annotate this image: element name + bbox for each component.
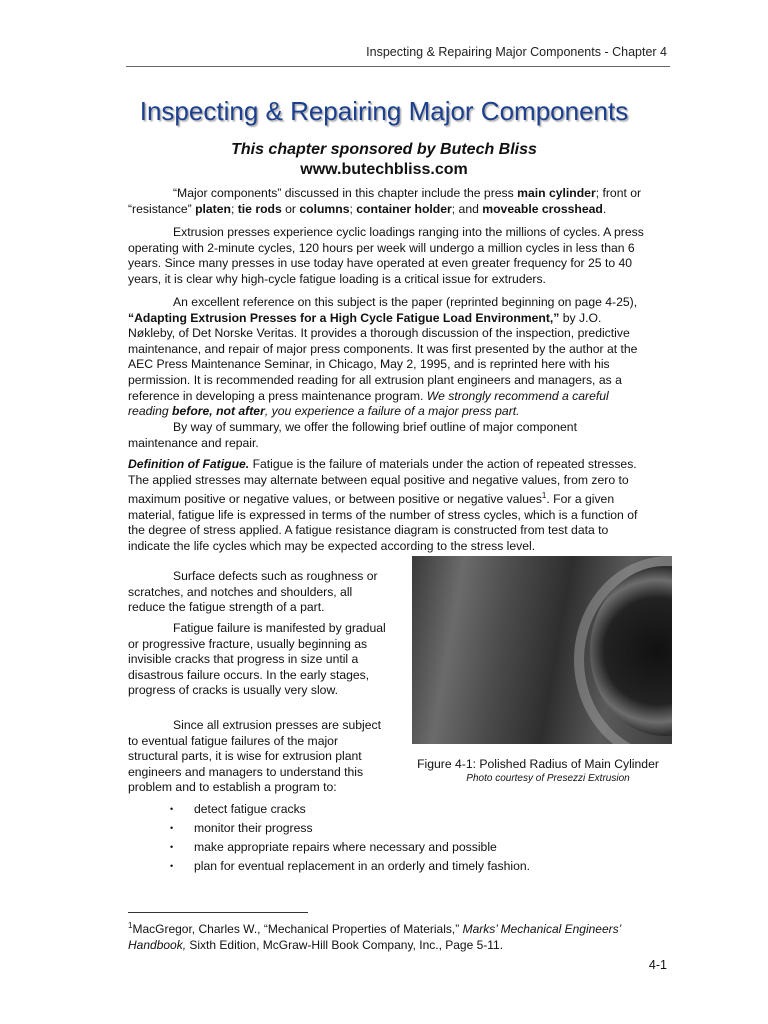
intro-text xyxy=(128,186,648,217)
fatigue-failure-text xyxy=(128,621,386,699)
bullet-icon: • xyxy=(170,861,174,871)
sponsor-line: This chapter sponsored by Butech Bliss xyxy=(231,141,537,158)
list-item: • monitor their progress xyxy=(170,819,530,838)
main-cylinder-photo xyxy=(412,556,672,744)
figure-caption: Figure 4-1: Polished Radius of Main Cylinder xyxy=(417,757,659,771)
reference-text xyxy=(128,295,648,420)
program-bullet-list xyxy=(170,800,530,876)
extrusion-presses-text xyxy=(128,718,386,796)
paragraph-cyclic-loading: Extrusion presses experience cyclic loadings ranging into the millions of cycles. A press operating with 2-minute cycles, 120 hours per week will undergo a million cycles in less than 6 years. Since many presses in use today have operated at even greater frequency for 25 to 40 years, it is clear why high-cycle fatigue loading is a critical issue for extruders. xyxy=(128,225,644,286)
header-rule xyxy=(126,66,670,67)
paragraph-reference: An excellent reference on this subject is the paper (reprinted beginning on page 4-25), “Adapting Extrusion Presses for a High Cycle Fatigue Load Environment,” by J.O. Nøkleby, of Det Norske Veritas. It provides a thorough discussion of the inspection, predictive maintenance, and repair of major press components. It was first presented by the author at the AEC Press Maintenance Seminar, in Chicago, May 2, 1995, and is reprinted here with his permission. It is recommended reading for all extrusion plant engineers and managers, as a reference in developing a press maintenance program. We strongly recommend a careful reading before, not after, you experience a failure of a major press part. xyxy=(128,295,638,419)
cyclic-loading-text xyxy=(128,225,648,287)
paragraph-summary: By way of summary, we offer the following brief outline of major component maintenance and repair. xyxy=(128,420,577,450)
sponsor-block xyxy=(0,140,768,180)
page-number: 4-1 xyxy=(648,958,667,972)
bullet-icon: • xyxy=(170,804,174,814)
footnote-rule xyxy=(128,912,308,913)
paragraph-fatigue-definition: Definition of Fatigue. Fatigue is the failure of materials under the action of repeated stresses. The applied stresses may alternate between equal positive and negative values, from zero to maximum positive or negative values, or between positive or negative values$^1$. For a given material, fatigue life is expressed in terms of the number of stress cycles, which is a function of the degree of stress applied. A fatigue resistance diagram is constructed from test data to indicate the life cycles which may be expected according to the stress level. xyxy=(128,457,638,554)
footnote: $^1$MacGregor, Charles W., “Mechanical Properties of Materials,” Marks’ Mechanical Engineers’ Handbook, Sixth Edition, McGraw-Hill Book Company, Inc., Page 5-11. xyxy=(128,921,621,952)
sponsor-url: www.butechbliss.com xyxy=(300,161,468,178)
paragraph-extrusion-presses: Since all extrusion presses are subject to eventual fatigue failures of the major structural parts, it is wise for extrusion plant engineers and managers to understand this problem and to establish a program to: xyxy=(128,718,381,795)
running-header: Inspecting & Repairing Major Components - Chapter 4 xyxy=(366,45,667,59)
fatigue-definition-text xyxy=(128,457,648,555)
footnote-mark: 1 xyxy=(128,921,133,930)
figure-credit: Photo courtesy of Presezzi Extrusion xyxy=(466,773,630,784)
bullet-icon: • xyxy=(170,842,174,852)
list-item: • make appropriate repairs where necessary and possible xyxy=(170,838,530,857)
paragraph-major-components: “Major components” discussed in this chapter include the press main cylinder; front or “resistance” platen; tie rods or columns; container holder; and moveable crosshead. xyxy=(128,186,642,216)
paragraph-fatigue-failure: Fatigue failure is manifested by gradual or progressive fracture, usually beginning as invisible cracks that progress in size until a disastrous failure occurs. In the early stages, progress of cracks is usually very slow. xyxy=(128,621,386,698)
summary-text xyxy=(128,420,648,451)
paragraph-surface-defects: Surface defects such as roughness or scratches, and notches and shoulders, all reduce the fatigue strength of a part. xyxy=(128,569,378,615)
bullet-icon: • xyxy=(170,823,174,833)
chapter-title: Inspecting & Repairing Major Components xyxy=(139,96,629,126)
surface-defects-text xyxy=(128,569,386,616)
list-item: • plan for eventual replacement in an orderly and timely fashion. xyxy=(170,857,530,876)
list-item: • detect fatigue cracks xyxy=(170,800,530,819)
